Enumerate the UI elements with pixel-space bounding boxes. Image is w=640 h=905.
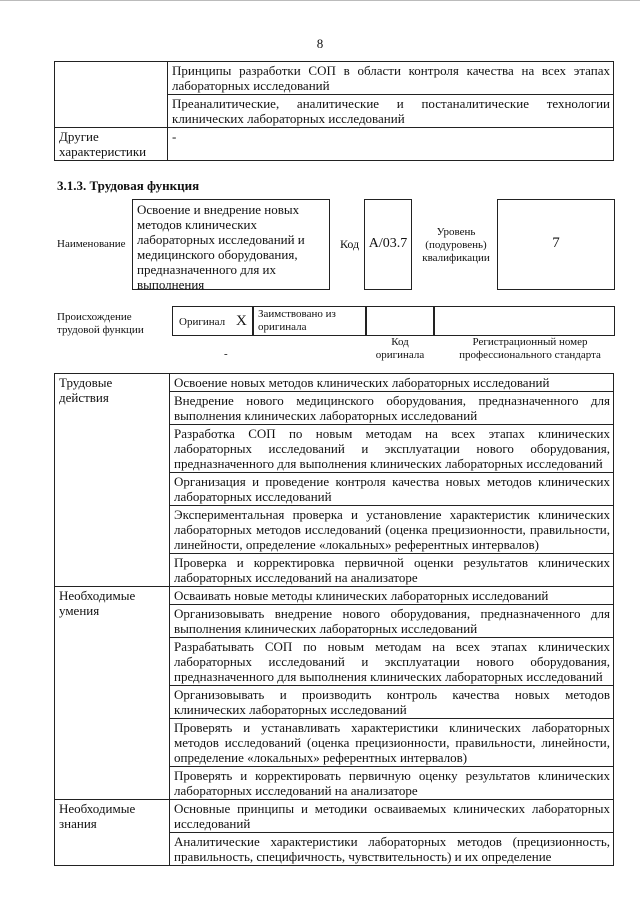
name-label: Наименование xyxy=(57,238,126,250)
original-box xyxy=(172,306,254,336)
code-value: А/03.7 xyxy=(368,236,408,251)
table-cell-text: - xyxy=(172,129,177,144)
level-box xyxy=(497,199,615,290)
labor-actions-label: Трудовые действия xyxy=(59,375,113,405)
code-original-caption: Код оригинала xyxy=(375,336,425,361)
original-label: Оригинал xyxy=(179,316,226,328)
table-cell-text: Проверка и корректировка первичной оценки результатов клинических лабораторных исследований на анализаторе xyxy=(174,555,610,585)
level-label: Уровень (подуровень) квалификации xyxy=(422,226,490,264)
code-label: Код xyxy=(340,237,360,251)
empty-label-cell xyxy=(55,62,168,128)
table-cell-text: Разработка СОП по новым методам на всех этапах клинических лабораторных исследований и эксплуатации нового оборудования, предназначенного для выполнения клинических лабораторных исследований xyxy=(174,426,610,471)
main-table xyxy=(54,373,614,866)
table-cell-text: Организация и проведение контроля качества новых методов клинических лабораторных исследований xyxy=(174,474,610,504)
table-cell-text: Преаналитические, аналитические и постаналитические технологии клинических лабораторных исследований xyxy=(172,96,610,126)
borrowed-label: Заимствовано из оригинала xyxy=(258,308,336,333)
table-cell-text: Основные принципы и методики осваиваемых клинических лабораторных исследований xyxy=(174,801,610,831)
section-heading: 3.1.3. Трудовая функция xyxy=(57,178,200,193)
required-skills-label: Необходимые умения xyxy=(59,588,136,618)
table-cell-text: Организовывать внедрение нового оборудования, предназначенного для выполнения клинических лабораторных исследований xyxy=(174,606,610,636)
continuation-table xyxy=(54,61,614,161)
table-cell-text: Осваивать новые методы клинических лабораторных исследований xyxy=(174,588,549,603)
table-cell-text: Внедрение нового медицинского оборудования, предназначенного для выполнения клинических лабораторных исследований xyxy=(174,393,610,423)
level-value: 7 xyxy=(552,235,560,251)
table-cell-text: Организовывать и производить контроль качества новых методов клинических лабораторных исследований xyxy=(174,687,610,717)
table-cell-text: Экспериментальная проверка и установление характеристик клинических лабораторных методов исследований (оценка прецизионности, правильности, линейности, определение «локальных» референтных интервалов) xyxy=(174,507,610,552)
other-characteristics-label: Другие характеристики xyxy=(59,129,147,159)
reg-number-caption: Регистрационный номер профессионального стандарта xyxy=(459,336,601,361)
code-box xyxy=(364,199,412,290)
borrowed-box xyxy=(252,306,367,336)
function-name-value: Освоение и внедрение новых методов клинических лабораторных исследований и медицинского оборудования, предназначенного для их выполнения xyxy=(137,202,305,292)
dash-mark: - xyxy=(224,348,228,360)
table-cell-text: Проверять и устанавливать характеристики клинических лабораторных методов исследований (оценка прецизионности, правильности, линейности, определение «локальных» референтных интервалов) xyxy=(174,720,610,765)
reg-number-box xyxy=(433,306,615,336)
table-cell-text: Разрабатывать СОП по новым методам на всех этапах клинических лабораторных исследований и эксплуатации нового оборудования, предназначенного для выполнения клинических лабораторных исследований xyxy=(174,639,610,684)
required-knowledge-label: Необходимые знания xyxy=(59,801,136,831)
function-name-box xyxy=(132,199,330,290)
page-number: 8 xyxy=(316,36,324,51)
table-cell-text: Аналитические характеристики лабораторных методов (прецизионность, правильность, специфичность, чувствительность) и их определение xyxy=(174,834,610,864)
table-cell-text: Проверять и корректировать первичную оценку результатов клинических лабораторных исследований на анализаторе xyxy=(174,768,610,798)
origin-code-box xyxy=(365,306,435,336)
original-mark: X xyxy=(236,313,247,329)
table-cell-text: Освоение новых методов клинических лабораторных исследований xyxy=(174,375,550,390)
scan-top-edge xyxy=(0,0,640,1)
table-cell-text: Принципы разработки СОП в области контроля качества на всех этапах лабораторных исследований xyxy=(172,63,610,93)
origin-label: Происхождение трудовой функции xyxy=(57,311,144,336)
